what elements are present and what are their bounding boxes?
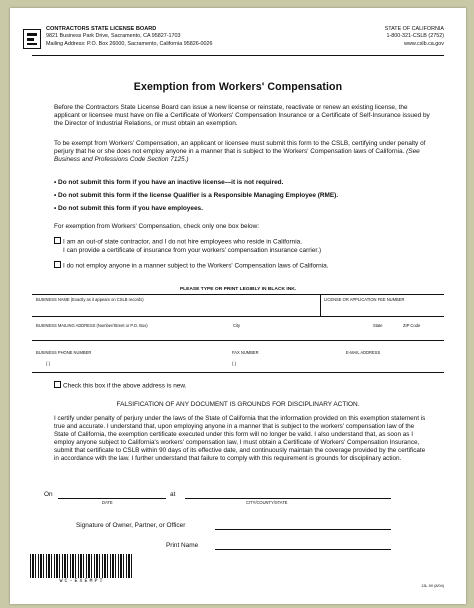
signature-label: Signature of Owner, Partner, or Officer [76,522,186,529]
email-label: E-MAIL ADDRESS [346,350,381,355]
intro-paragraph: Before the Contractors State License Board can issue a new license or reinstate, reactivate or renew an existing license, the applicant or licensee must have on file a Certificate of Workers' Compensation Insurance or a Certificate of Self-Insurance issued by the Director of Industrial Relations, or must obtain an exemption. [54,104,430,128]
option1-text: I am an out-of state contractor, and I do not hire employees who reside in California. [63,238,303,246]
website: www.cslb.ca.gov [404,40,444,47]
mailing-address-label: BUSINESS MAILING ADDRESS (Number/Street or P.O. Box) [36,323,148,328]
state-field-label: State [373,323,383,328]
header-divider [32,55,444,56]
certification-statement: I certify under penalty of perjury under the laws of the State of California that the information provided on this exemption statement is true and accurate. I understand that, upon employing anyone in a manner that is subject to the workers' compensation law of the State of California, the exemption certificate executed under this form will no longer be valid. I also understand that, as soon as I employ anyone subject to California's workers' compensation law, I must obtain a Certificate of Workers' Compensation Insurance, submit that certificate to CSLB within 90 days of its effective date, and continuously maintain the coverage provided by the certificate in accordance with the law. I further understand that failure to comply with this requirement is grounds for disciplinary action. [54,415,426,463]
date-line[interactable] [58,498,166,499]
on-label: On [44,491,53,498]
city-label: City [233,323,241,328]
checkbox-no-employees[interactable] [54,261,61,268]
date-caption: DATE [102,500,113,505]
state-label: STATE OF CALIFORNIA [384,26,444,32]
exemption-option-no-employees[interactable] [54,261,430,271]
phone-parens[interactable]: ( ) [46,361,51,366]
street-address: 9821 Business Park Drive, Sacramento, CA 95827-1703 [46,33,181,40]
bullet-employees: • Do not submit this form if you have employees. [54,205,203,212]
form-page [10,8,466,604]
fax-parens[interactable]: ( ) [232,361,237,366]
new-address-text: Check this box if the above address is new. [63,382,187,390]
form-number: 13L-90 (8/04) [421,584,444,588]
certify-text: To be exempt from Workers' Compensation, an applicant or licensee must submit this form to the CSLB, certifying under penalty of perjury that he or she does not employ anyone in a manner that is subject to the Workers' Compensation laws of California. [54,140,426,156]
state-contact-block [385,26,444,48]
print-instruction: PLEASE TYPE OR PRINT LEGIBLY IN BLACK INK. [179,287,297,292]
agency-name: CONTRACTORS STATE LICENSE BOARD [46,26,157,32]
city-county-state-caption: CITY/COUNTY/STATE [246,500,288,505]
bullet-inactive-license: • Do not submit this form if you have an inactive license—it is not required. [54,179,284,186]
at-label: at [170,491,176,498]
grid-divider [320,294,321,316]
checkbox-new-address[interactable] [54,381,61,388]
location-line[interactable] [185,498,391,499]
fax-number-label: FAX NUMBER [232,350,259,355]
grid-top-line [32,294,444,295]
grid-bottom-line [32,372,444,373]
business-name-label: BUSINESS NAME (Exactly as it appears on CSLB records) [36,297,144,302]
option1-subtext: I can provide a certificate of insurance from your workers' compensation insurance carrier.) [63,246,322,254]
print-name-label: Print Name [166,542,199,549]
barcode-image [30,554,134,588]
grid-line-3 [32,340,444,341]
cslb-logo-icon [23,29,41,49]
license-number-label: LICENSE OR APPLICATION FEE NUMBER [324,297,405,302]
bullet-rme: • Do not submit this form if the license Qualifier is a Responsible Managing Employee (RME). [54,192,339,199]
zip-code-label: ZIP Code [403,323,421,328]
option2-text: I do not employ anyone in a manner subject to the Workers' Compensation laws of California. [63,262,329,270]
phone-number: 1-800-321-CSLB (2752) [386,33,444,40]
new-address-option[interactable] [54,381,430,391]
mailing-address: Mailing Address: P.O. Box 26000, Sacramento, California 95826-0026 [46,40,213,47]
agency-address-block [46,26,213,48]
certify-paragraph [54,140,430,165]
form-title: Exemption from Workers' Compensation [133,81,343,93]
barcode-text: WC-EXEMPT [59,578,105,584]
grid-line-2 [32,316,444,317]
code-reference: (See Business and Professions Code Section 7125.) [54,148,420,164]
exemption-option-out-of-state[interactable] [54,237,430,255]
exemption-instruction: For exemption from Workers' Compensation, check only one box below: [54,223,260,230]
print-name-line[interactable] [215,549,391,550]
business-phone-label: BUSINESS PHONE NUMBER [36,350,92,355]
checkbox-out-of-state[interactable] [54,237,61,244]
falsification-notice: FALSIFICATION OF ANY DOCUMENT IS GROUNDS FOR DISCIPLINARY ACTION. [116,401,360,408]
signature-line[interactable] [215,529,391,530]
